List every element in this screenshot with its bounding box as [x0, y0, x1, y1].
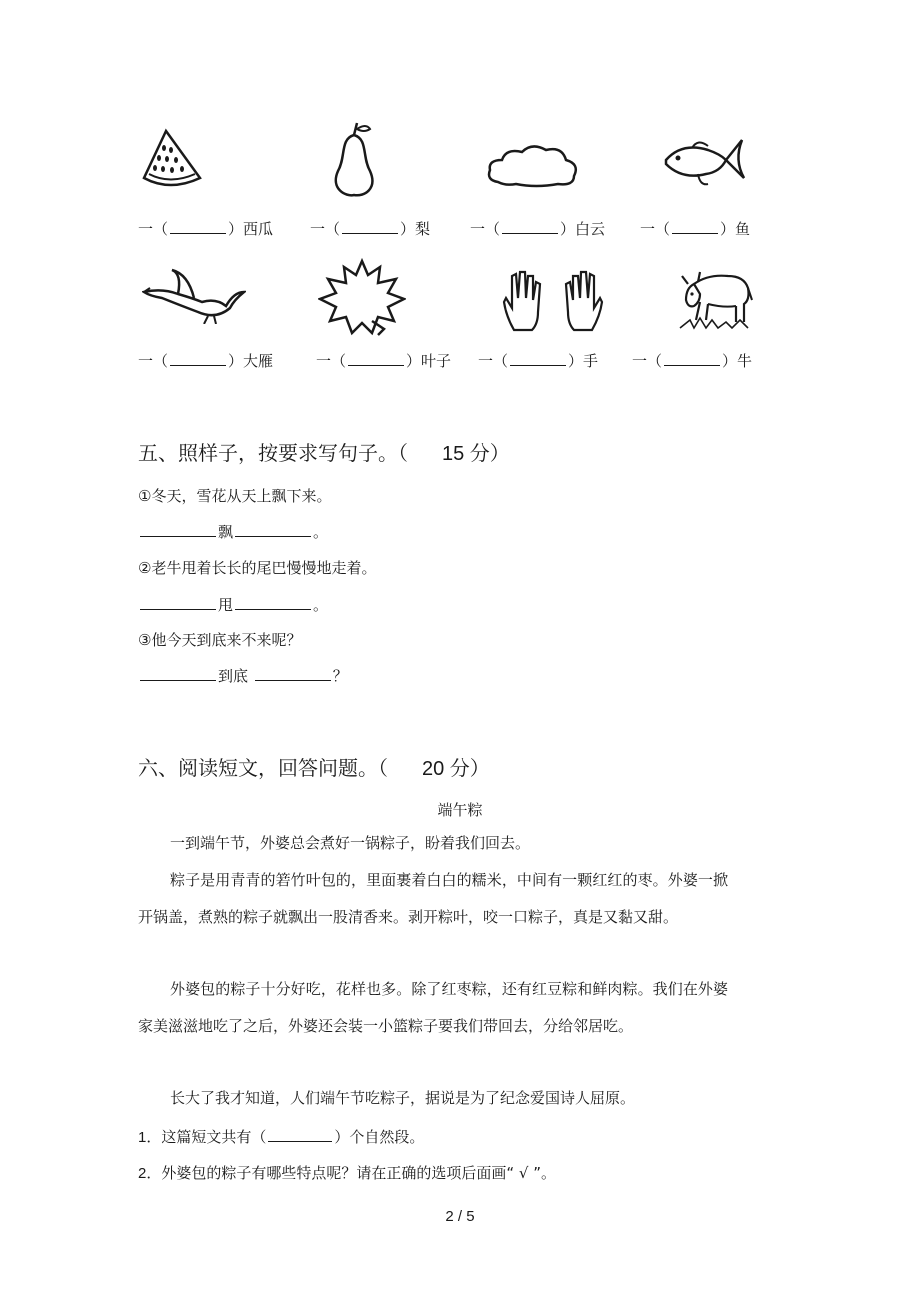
answer-line	[138, 665, 348, 686]
answer-blank[interactable]	[170, 351, 226, 366]
section-score: 20 分）	[422, 758, 490, 780]
measure-item	[310, 218, 430, 239]
pear-icon	[330, 121, 378, 197]
section-title: 六、阅读短文，回答问题。（	[138, 756, 388, 780]
section-heading	[138, 437, 510, 466]
answer-blank[interactable]	[664, 351, 720, 366]
keyword: 飘	[218, 523, 234, 541]
end-punct: 。	[313, 596, 329, 614]
measure-item	[470, 218, 605, 239]
measure-prefix: 一（	[310, 220, 341, 238]
question-text: 这篇短文共有（	[161, 1128, 267, 1146]
measure-item	[316, 350, 451, 371]
keyword: 到底	[218, 667, 249, 685]
answer-blank[interactable]	[140, 666, 216, 681]
example-sentence: ②老牛甩着长长的尾巴慢慢地走着。	[138, 559, 377, 577]
page-number: 2 / 5	[445, 1208, 475, 1225]
hands-icon	[500, 268, 606, 334]
answer-blank[interactable]	[268, 1127, 332, 1142]
measure-suffix: ）叶子	[406, 352, 452, 370]
ox-icon	[678, 264, 754, 330]
example-sentence: ③他今天到底来不来呢？	[138, 631, 302, 649]
measure-suffix: ）鱼	[720, 220, 751, 238]
watermelon-icon	[140, 128, 204, 190]
question-text: ）个自然段。	[334, 1128, 425, 1146]
example-sentence: ①冬天，雪花从天上飘下来。	[138, 487, 332, 505]
measure-prefix: 一（	[640, 220, 671, 238]
measure-suffix: ）梨	[400, 220, 431, 238]
goose-icon	[142, 268, 246, 324]
passage-paragraph: 外婆包的粽子十分好吃，花样也多。除了红枣粽，还有红豆粽和鲜肉粽。我们在外婆家美滋滋地吃了之后，外婆还会装一小篮粽子要我们带回去，分给邻居吃。	[138, 980, 728, 1035]
answer-blank[interactable]	[235, 522, 311, 537]
measure-item	[640, 218, 750, 239]
passage-paragraph: 粽子是用青青的箬竹叶包的，里面裹着白白的糯米，中间有一颗红红的枣。外婆一掀开锅盖，煮熟的粽子就飘出一股清香来。剥开粽叶，咬一口粽子，真是又黏又甜。	[138, 871, 728, 926]
question-number: 2．	[138, 1165, 162, 1182]
section-score: 15 分）	[442, 443, 510, 465]
end-punct: ？	[332, 667, 348, 685]
measure-item	[138, 350, 273, 371]
measure-suffix: ）西瓜	[228, 220, 274, 238]
measure-prefix: 一（	[478, 352, 509, 370]
passage-paragraph: 长大了我才知道，人们端午节吃粽子，据说是为了纪念爱国诗人屈原。	[170, 1089, 636, 1107]
measure-prefix: 一（	[138, 352, 169, 370]
measure-suffix: ）大雁	[228, 352, 274, 370]
measure-item	[632, 350, 752, 371]
end-punct: 。	[313, 523, 329, 541]
section-title: 五、照样子，按要求写句子。（	[138, 441, 408, 465]
answer-line	[138, 594, 328, 615]
measure-prefix: 一（	[470, 220, 501, 238]
leaf-icon	[318, 257, 406, 341]
measure-prefix: 一（	[138, 220, 169, 238]
question	[138, 1126, 424, 1147]
answer-blank[interactable]	[510, 351, 566, 366]
answer-blank[interactable]	[342, 219, 398, 234]
question-number: 1．	[138, 1129, 162, 1146]
measure-suffix: ）牛	[722, 352, 753, 370]
fish-icon	[662, 134, 746, 194]
answer-blank[interactable]	[140, 595, 216, 610]
answer-blank[interactable]	[255, 666, 331, 681]
measure-item	[478, 350, 598, 371]
question-text: 外婆包的粽子有哪些特点呢？请在正确的选项后面画“ √ ”。	[161, 1164, 556, 1182]
answer-blank[interactable]	[348, 351, 404, 366]
keyword: 甩	[218, 596, 234, 614]
answer-blank[interactable]	[672, 219, 718, 234]
measure-suffix: ）手	[568, 352, 599, 370]
answer-blank[interactable]	[140, 522, 216, 537]
answer-blank[interactable]	[170, 219, 226, 234]
measure-item	[138, 218, 273, 239]
cloud-icon	[486, 142, 580, 188]
passage-paragraph: 一到端午节，外婆总会煮好一锅粽子，盼着我们回去。	[170, 834, 531, 852]
section-heading	[138, 752, 490, 781]
measure-prefix: 一（	[632, 352, 663, 370]
answer-blank[interactable]	[235, 595, 311, 610]
answer-blank[interactable]	[502, 219, 558, 234]
answer-line	[138, 521, 328, 542]
measure-prefix: 一（	[316, 352, 347, 370]
measure-suffix: ）白云	[560, 220, 606, 238]
question	[138, 1162, 556, 1183]
passage-title: 端午粽	[437, 801, 483, 819]
